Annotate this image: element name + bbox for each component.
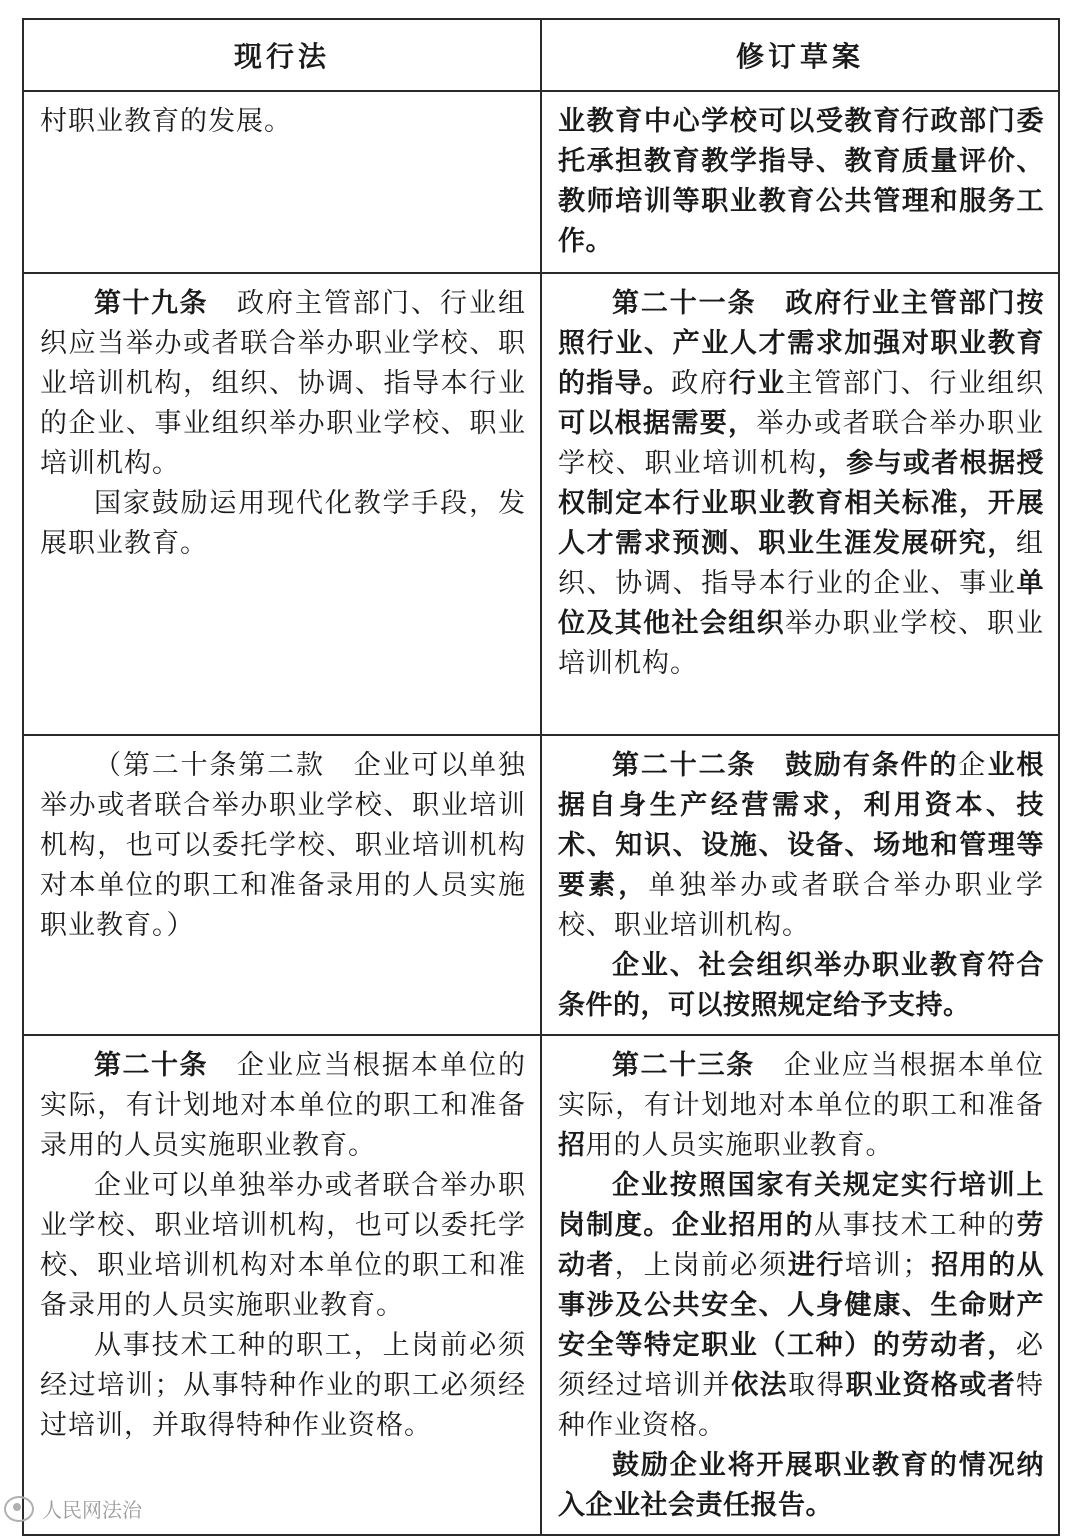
bold-text: 第二十三条 bbox=[612, 1050, 755, 1081]
text: 政府 bbox=[671, 368, 729, 399]
weibo-logo-icon bbox=[4, 1496, 34, 1522]
paragraph bbox=[558, 946, 1044, 1026]
paragraph bbox=[40, 284, 526, 484]
bold-text: 招用的从事涉及公共安全、人身健康、生命财产安全等特定职业（工种）的劳动者， bbox=[558, 1250, 1044, 1361]
paragraph bbox=[40, 1046, 526, 1166]
draft-revision-cell bbox=[541, 735, 1059, 1035]
bold-text: 第二十条 bbox=[94, 1050, 208, 1081]
text: 政府主管部门、行业组织应当举办或者联合举办职业学校、职业培训机构，组织、协调、指导本行业的企业、事业组织举办职业学校、职业培训机构。 bbox=[40, 288, 526, 479]
table-row bbox=[23, 91, 1059, 273]
text: 企业可以单独举办或者联合举办职业学校、职业培训机构，也可以委托学校、职业培训机构对本单位的职工和准备录用的人员实施职业教育。 bbox=[40, 1170, 526, 1321]
paragraph bbox=[40, 1326, 526, 1446]
paragraph bbox=[40, 484, 526, 564]
text: 培训； bbox=[844, 1250, 931, 1281]
current-law-cell bbox=[23, 273, 541, 735]
header-current-law: 现行法 bbox=[23, 19, 541, 91]
paragraph bbox=[558, 284, 1044, 684]
text: 从事技术工种的职工，上岗前必须经过培训；从事特种作业的职工必须经过培训，并取得特种作业资格。 bbox=[40, 1330, 526, 1441]
paragraph bbox=[558, 1166, 1044, 1446]
paragraph bbox=[558, 746, 1044, 946]
paragraph bbox=[558, 1046, 1044, 1166]
bold-text: 第二十二条 鼓励有条件的 bbox=[612, 750, 959, 781]
bold-text: 第十九条 bbox=[94, 288, 208, 319]
bold-text: 可以根据需要， bbox=[558, 408, 757, 439]
text: 企业应当根据本单位实际，有计划地对本单位的职工和准备 bbox=[558, 1050, 1045, 1121]
table-row bbox=[23, 273, 1059, 735]
text: 必须经过培训并 bbox=[558, 1330, 1044, 1401]
paragraph bbox=[558, 102, 1044, 262]
text: 国家鼓励运用现代化教学手段，发展职业教育。 bbox=[40, 488, 526, 559]
table-row bbox=[23, 1035, 1059, 1535]
text: 从事技术工种的 bbox=[813, 1210, 1017, 1241]
paragraph bbox=[558, 1446, 1044, 1526]
text: 村职业教育的发展。 bbox=[40, 106, 292, 137]
bold-text: 招 bbox=[558, 1130, 586, 1161]
header-draft-revision: 修订草案 bbox=[541, 19, 1059, 91]
text: ，上岗前必须 bbox=[614, 1250, 788, 1281]
text: （第二十条第二款 企业可以单独举办或者联合举办职业学校、职业培训机构，也可以委托学校、职业培训机构对本单位的职工和准备录用的人员实施职业教育。） bbox=[40, 750, 526, 941]
bold-text: 劳动者 bbox=[558, 1210, 1044, 1281]
bold-text: 企业按照国家有关规定实行培训上岗制度。企业招用的 bbox=[558, 1170, 1044, 1241]
text: 特种作业资格。 bbox=[558, 1370, 1044, 1441]
current-law-cell bbox=[23, 91, 541, 273]
text: 企 bbox=[958, 750, 988, 781]
draft-revision-cell bbox=[541, 91, 1059, 273]
bold-text: 业根据自身生产经营需求，利用资本、技术、知识、设施、设备、场地和管理等要素， bbox=[558, 750, 1045, 901]
bold-text: 企业、社会组织举办职业教育符合条件的，可以按照规定给予支持。 bbox=[558, 950, 1044, 1021]
text: 组织、协调、指导本行业的企业、事业 bbox=[558, 528, 1044, 599]
current-law-cell bbox=[23, 1035, 541, 1535]
bold-text: 职业资格或者 bbox=[845, 1370, 1016, 1401]
paragraph bbox=[40, 102, 526, 142]
watermark bbox=[4, 1494, 142, 1523]
text: 主管部门、行业组织 bbox=[785, 368, 1044, 399]
text: 单独举办或者联合举办职业学校、职业培训机构。 bbox=[558, 870, 1045, 941]
text: 企业应当根据本单位的实际，有计划地对本单位的职工和准备录用的人员实施职业教育。 bbox=[40, 1050, 526, 1161]
paragraph bbox=[40, 746, 526, 946]
table-row bbox=[23, 735, 1059, 1035]
text: 取得 bbox=[788, 1370, 846, 1401]
draft-revision-cell bbox=[541, 1035, 1059, 1535]
draft-revision-cell bbox=[541, 273, 1059, 735]
bold-text: 第二十一条 政府行业主管部门按照行业、产业人才需求加强对职业教育的指导。 bbox=[558, 288, 1044, 399]
bold-text: 进行 bbox=[788, 1250, 845, 1281]
comparison-table bbox=[22, 18, 1060, 1536]
paragraph bbox=[40, 1166, 526, 1326]
text: 用的人员实施职业教育。 bbox=[585, 1130, 894, 1161]
bold-text: ，参与或者根据授权制定本行业职业教育相关标准，开展人才需求预测、职业生涯发展研究， bbox=[558, 448, 1044, 559]
watermark-text: 人民网法治 bbox=[42, 1498, 142, 1522]
header-row bbox=[23, 19, 1059, 91]
bold-text: 行业 bbox=[728, 368, 786, 399]
text: 举办职业学校、职业培训机构。 bbox=[558, 608, 1044, 679]
bold-text: 依法 bbox=[731, 1370, 788, 1401]
current-law-cell bbox=[23, 735, 541, 1035]
bold-text: 单位及其他社会组织 bbox=[558, 568, 1044, 639]
bold-text: 业教育中心学校可以受教育行政部门委托承担教育教学指导、教育质量评价、教师培训等职业教育公共管理和服务工作。 bbox=[558, 106, 1044, 257]
text: 举办或者联合举办职业学校、职业培训机构 bbox=[558, 408, 1044, 479]
bold-text: 鼓励企业将开展职业教育的情况纳入企业社会责任报告。 bbox=[558, 1450, 1044, 1521]
